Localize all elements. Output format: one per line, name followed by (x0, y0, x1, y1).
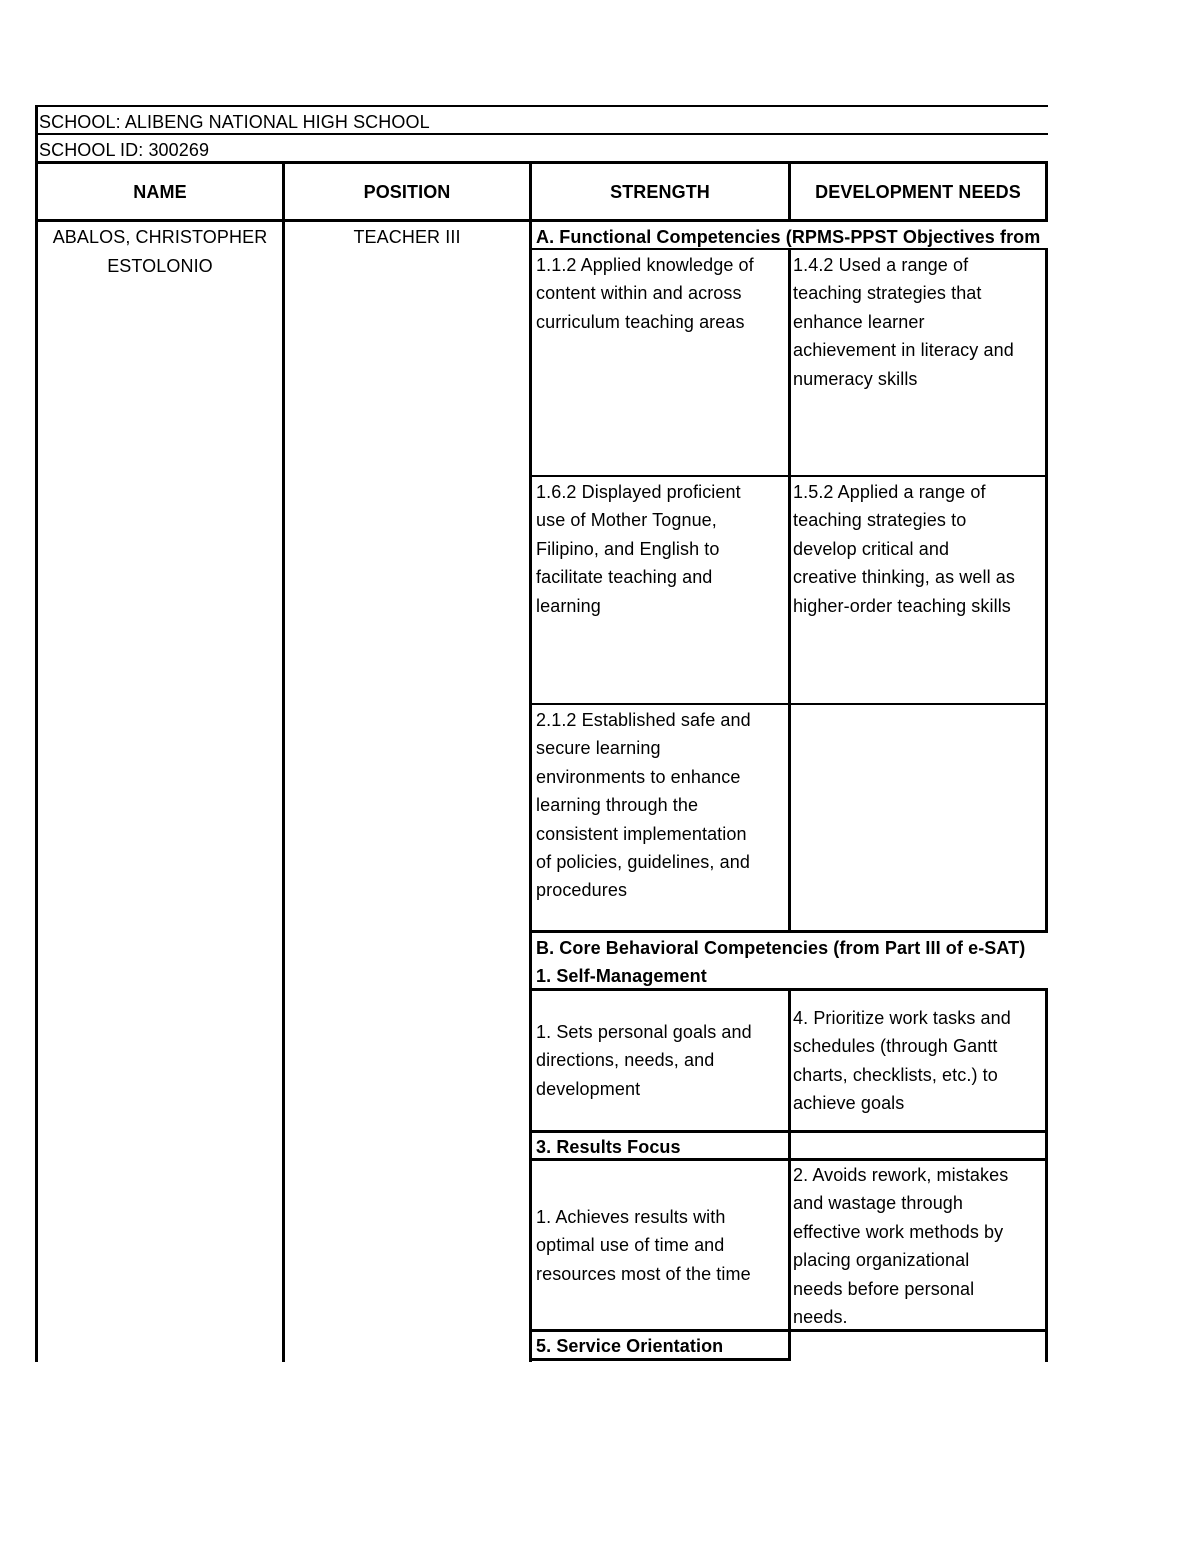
col-rule-service-right (1045, 1330, 1048, 1362)
col-rule-self-right (1045, 988, 1048, 1161)
functional-need-1: 1.4.2 Used a range of teaching strategies that enhance learner achievement in literacy and numeracy skills (793, 255, 1014, 389)
rule-top (36, 105, 1048, 107)
results-focus-heading: 3. Results Focus (536, 1137, 681, 1157)
self-management-heading: 1. Self-Management (536, 966, 707, 986)
col-rule-service-mid (788, 1330, 791, 1361)
service-orientation-heading: 5. Service Orientation (536, 1336, 724, 1356)
core-heading: B. Core Behavioral Competencies (from Part III of e-SAT) (536, 938, 1026, 958)
column-header-name: NAME (133, 182, 187, 202)
col-rule-position (529, 163, 532, 1362)
self-management-strength: 1. Sets personal goals and directions, needs, and development (536, 1022, 752, 1099)
col-rule-self-mid (788, 988, 791, 1161)
functional-strength-2: 1.6.2 Displayed proficient use of Mother Tognue, Filipino, and English to facilitate teaching and learning (536, 482, 741, 616)
employee-name-line1: ABALOS, CHRISTOPHER (52, 227, 268, 247)
col-rule-func-right (1045, 248, 1048, 933)
functional-strength-1: 1.1.2 Applied knowledge of content within and across curriculum teaching areas (536, 255, 754, 332)
employee-name-line2: ESTOLONIO (107, 256, 213, 276)
column-header-strength: STRENGTH (610, 182, 710, 202)
column-header-position: POSITION (363, 182, 451, 202)
col-rule-name (282, 163, 285, 1362)
column-header-development-needs: DEVELOPMENT NEEDS (815, 182, 1021, 202)
col-rule-func-mid (788, 248, 791, 933)
col-rule-results-mid (788, 1160, 791, 1332)
results-focus-strength: 1. Achieves results with optimal use of time and resources most of the time (536, 1207, 751, 1284)
employee-position: TEACHER III (353, 227, 461, 247)
self-management-need: 4. Prioritize work tasks and schedules (through Gantt charts, checklists, etc.) to achieve goals (793, 1008, 1011, 1114)
functional-heading: A. Functional Competencies (RPMS-PPST Objectives from (536, 227, 1041, 247)
functional-strength-3: 2.1.2 Established safe and secure learning environments to enhance learning through the consistent implementation of policies, guidelines, and procedures (536, 710, 751, 901)
col-rule-right-header (1045, 163, 1048, 221)
school-id: SCHOOL ID: 300269 (39, 140, 210, 160)
results-focus-need: 2. Avoids rework, mistakes and wastage through effective work methods by placing organizational needs before personal needs. (793, 1165, 1009, 1328)
functional-need-2: 1.5.2 Applied a range of teaching strategies to develop critical and creative thinking, as well as higher-order teaching skills (793, 482, 1016, 616)
rule-column-header (36, 219, 1048, 222)
col-rule-left (35, 105, 38, 1362)
col-rule-results-right (1045, 1160, 1048, 1332)
school-name: SCHOOL: ALIBENG NATIONAL HIGH SCHOOL (39, 112, 430, 132)
